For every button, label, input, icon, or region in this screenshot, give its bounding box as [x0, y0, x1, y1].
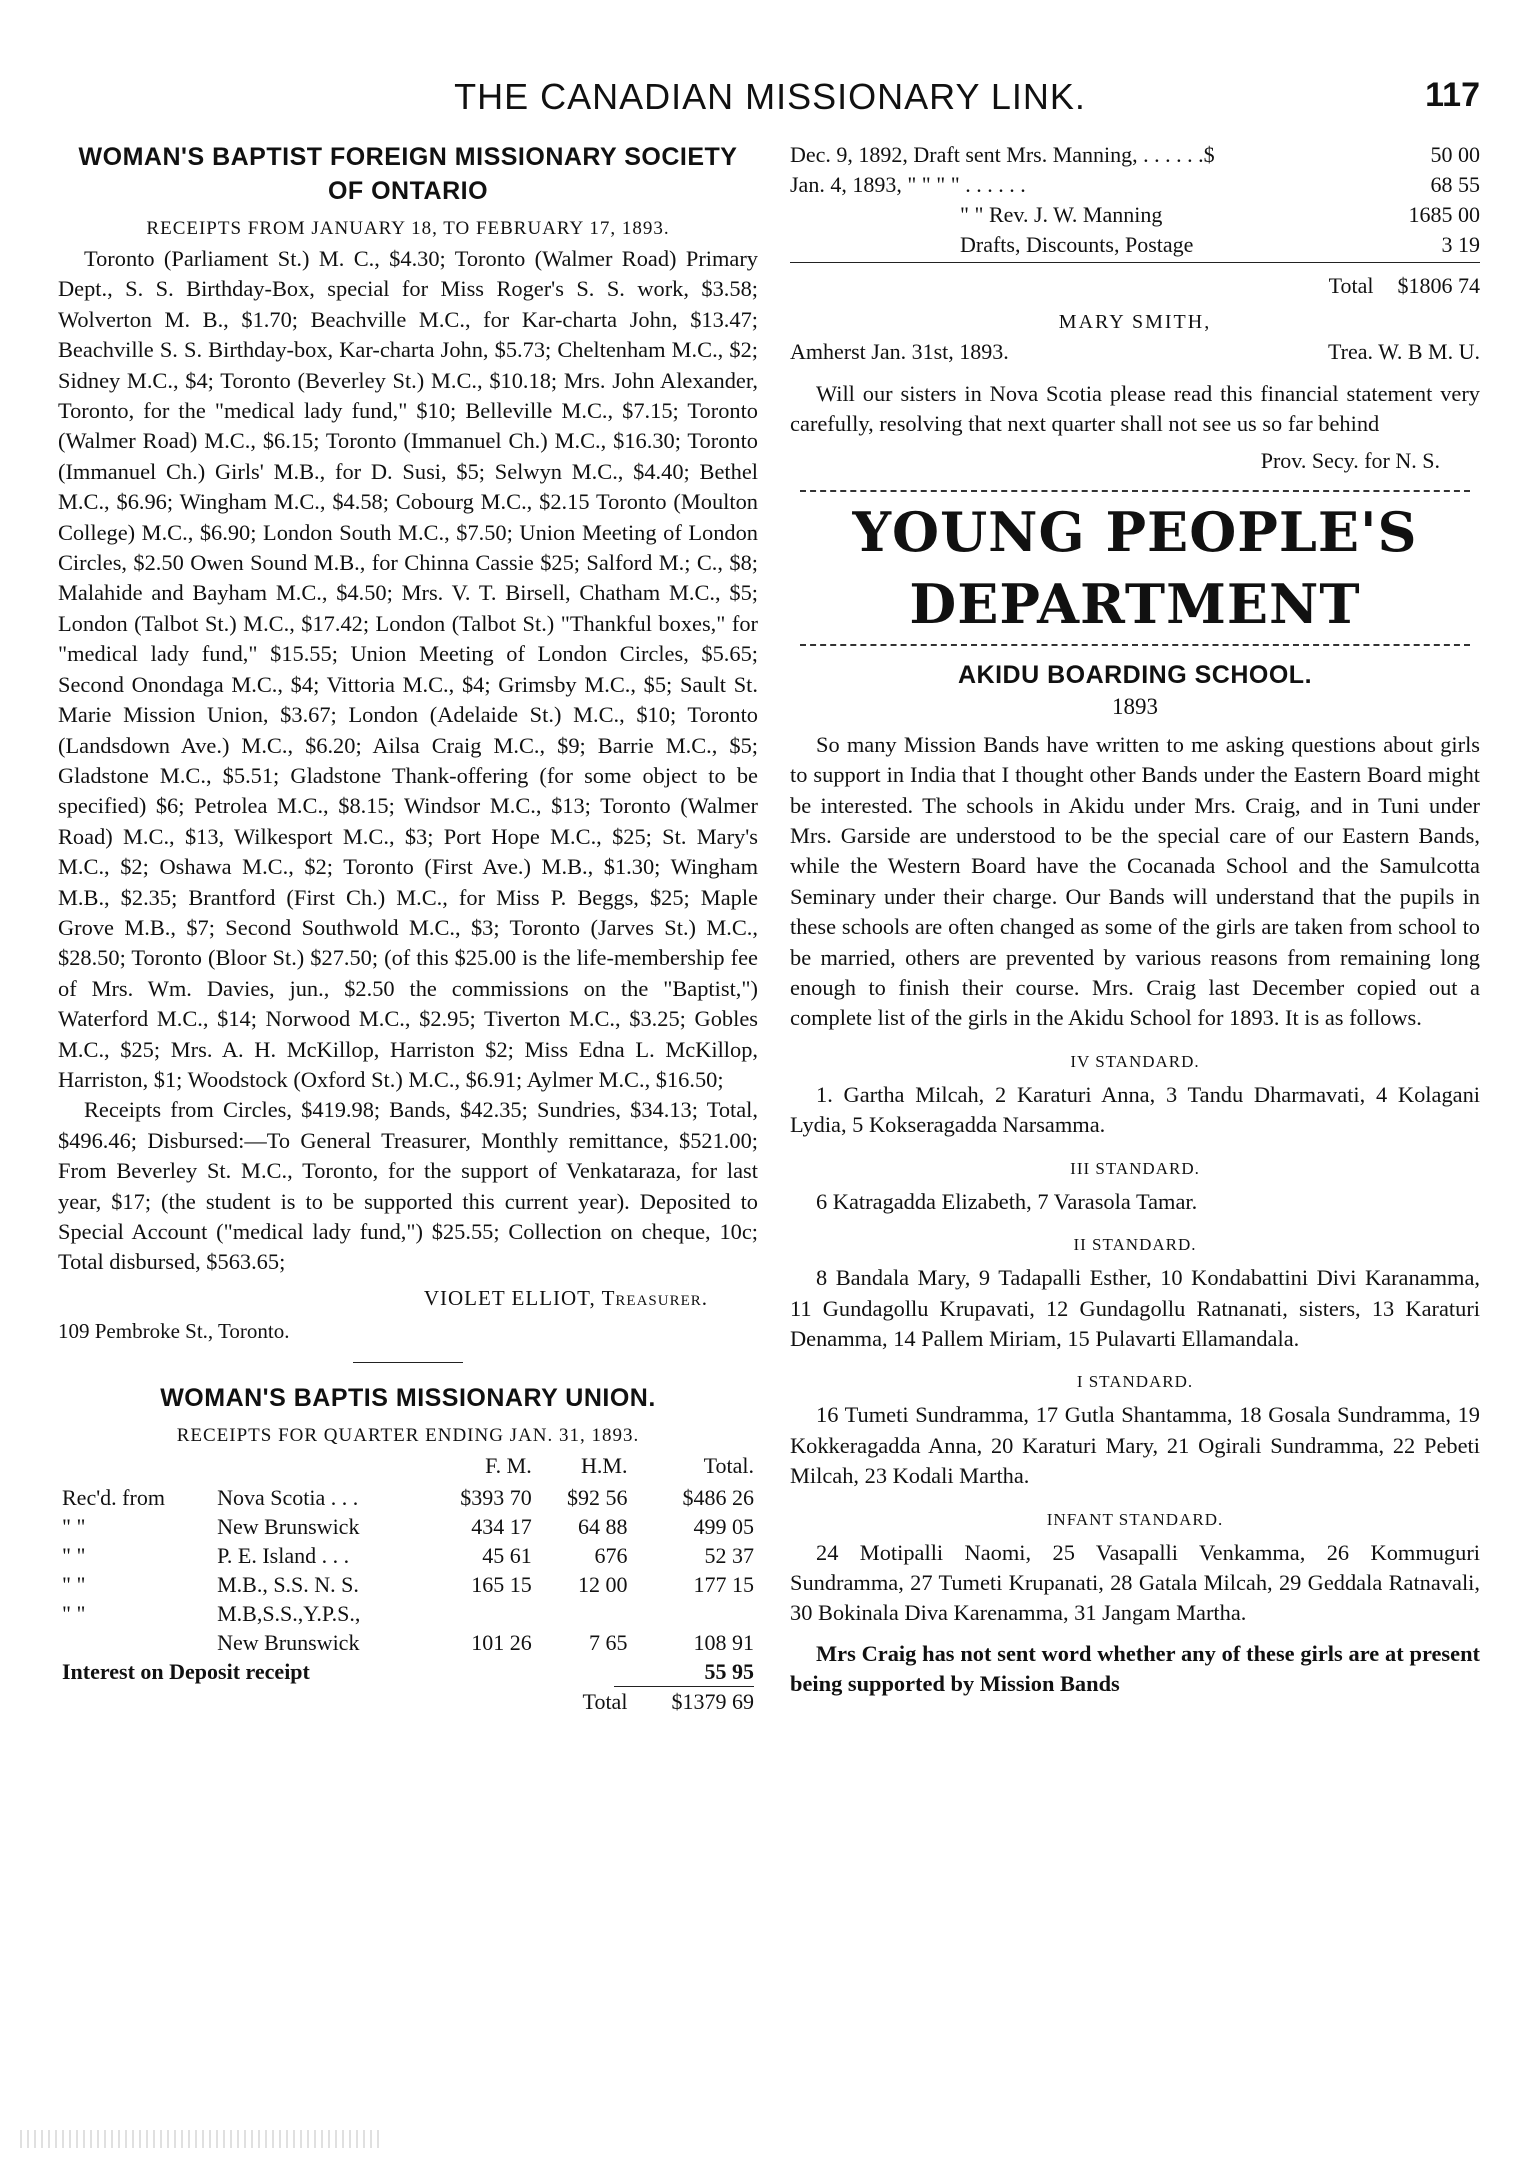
finance-total: Total $1806 74	[1328, 273, 1480, 298]
finance-line: Drafts, Discounts, Postage 3 19	[790, 230, 1480, 263]
standard-heading: I STANDARD.	[1076, 1372, 1194, 1392]
signer-name: MARY SMITH,	[1058, 311, 1212, 333]
page-number: 117	[1425, 76, 1480, 114]
article-year: 1893	[1112, 693, 1158, 719]
treasurer-address: 109 Pembroke St., Toronto.	[58, 1318, 290, 1343]
missionary-union-section	[58, 1381, 758, 1716]
note-signature: Prov. Secy. for N. S.	[1260, 447, 1440, 473]
summary-paragraph: Receipts from Circles, $419.98; Bands, $42.35; Sundries, $34.13; Total, $496.46; Disbursed:—To General Treasurer, Monthly remittance, $521.00; From Beverley St. M.C., Toronto, for the support of Venkataraza, for last year, $17; (the student is to be supported this current year). Deposited to Special Account ("medical lady fund,") $25.55; Collection on cheque, 10c; Total disbursed, $563.65;	[58, 1097, 758, 1275]
article-intro: So many Mission Bands have written to me asking questions about girls to support in India that I thought other Bands under the Eastern Board might be interested. The schools in Akidu under Mrs. Craig, and in Tuni under Mrs. Garside are understood to be the special care of our Eastern Bands, while the Western Board have the Cocanada School and the Samulcotta Seminary under their charge. Our Bands will understand that the pupils in these schools are often changed as some of the girls are taken from school to be married, others are prevented by various reasons from remaining long enough to finish their course. Mrs. Craig last December copied out a complete list of the girls in the Akidu School for 1893. It is as follows.	[790, 731, 1480, 1031]
banner-rule-top	[800, 490, 1470, 492]
page-header	[60, 72, 1480, 122]
print-speckle	[20, 2130, 380, 2148]
interest-row: Interest on Deposit receipt 55 95	[62, 1658, 754, 1684]
signer-line: Amherst Jan. 31st, 1893. Trea. W. B M. U.	[790, 339, 1480, 364]
treasurer-signature: VIOLET ELLIOT, Treasurer.	[423, 1285, 708, 1310]
table-row: Rec'd. from Nova Scotia . . . $393 70 $92 56 $486 26	[62, 1484, 754, 1510]
left-column	[58, 140, 758, 1716]
total-row: Total $1379 69	[582, 1688, 754, 1714]
student-list: 24 Motipalli Naomi, 25 Vasapalli Venkamma, 26 Kommuguri Sundramma, 27 Tumeti Krupanati, 28 Gatala Milcah, 29 Geddala Ratnavali, 30 Bokinala Diva Karenamma, 31 Jangam Martha.	[790, 1539, 1480, 1626]
column-header-total: Total.	[703, 1452, 754, 1478]
section-title: WOMAN'S BAPTIS MISSIONARY UNION.	[160, 1383, 656, 1412]
student-list: 1. Gartha Milcah, 2 Karaturi Anna, 3 Tandu Dharmavati, 4 Kolagani Lydia, 5 Kokseragadda Narsamma.	[790, 1081, 1480, 1138]
right-column	[790, 140, 1480, 1700]
column-header-fm: F. M.	[485, 1452, 532, 1478]
table-row: " " P. E. Island . . . 45 61 676 52 37	[62, 1542, 754, 1568]
department-title: YOUNG PEOPLE'S DEPARTMENT	[852, 499, 1418, 636]
publication-title: THE CANADIAN MISSIONARY LINK.	[454, 76, 1086, 117]
receipts-paragraph: Toronto (Parliament St.) M. C., $4.30; Toronto (Walmer Road) Primary Dept., S. S. Birthday-Box, special for Miss Roger's S. S. work, $3.58; Wolverton M. B., $1.70; Beachville M.C., for Kar-charta John, $13.47; Beachville S. S. Birthday-box, Kar-charta John, $5.73; Cheltenham M.C., $2; Sidney M.C., $4; Toronto (Beverley St.) M.C., $10.18; Mrs. John Alexander, Toronto, for the "medical lady fund," $10; Belleville M.C., $7.15; Toronto (Walmer Road) M.C., $6.15; Toronto (Immanuel Ch.) M.C., $16.30; Toronto (Immanuel Ch.) Girls' M.B., for D. Susi, $5; Selwyn M.C., $4.40; Bethel M.C., $6.96; Wingham M.C., $4.58; Cobourg M.C., $2.15 Toronto (Moulton College) M.C., $6.90; London South M.C., $7.50; Union Meeting of London Circles, $2.50 Owen Sound M.B., for Chinna Cassie $25; Salford M.; C., $8; Malahide and Bayham M.C., $4.50; Mrs. V. T. Birsell, Chatham M.C., $5; London (Talbot St.) M.C., $17.42; London (Talbot St.) "Thankful boxes," for "medical lady fund," $15.55; Union Meeting of London Circles, $5.65; Second Onondaga M.C., $4; Vittoria M.C., $4; Grimsby M.C., $5; Sault St. Marie Mission Union, $3.67; London (Adelaide St.) M.C., $10; Toronto (Landsdown Ave.) M.C., $6.20; Ailsa Craig M.C., $9; Barrie M.C., $5; Gladstone M.C., $5.51; Gladstone Thank-offering (for some object to be specified) $6; Petrolea M.C., $8.15; Windsor M.C., $13; Toronto (Walmer Road) M.C., $13, Wilkesport M.C., $3; Port Hope M.C., $25; St. Mary's M.C., $2; Oshawa M.C., $2; Toronto (First Ave.) M.B., $1.30; Wingham M.B., $2.35; Brantford (First Ch.) M.C., for Miss P. Beggs, $25; Maple Grove M.B., $7; Second Southwold M.C., $3; Toronto (Jarves St.) M.C., $28.50; Toronto (Bloor St.) $27.50; (of this $25.00 is the life-membership fee of Mrs. Wm. Davies, jun., $2.50 the commissions on the "Baptist,") Waterford M.C., $14; Norwood M.C., $2.95; Tiverton M.C., $3.25; Gobles M.C., $25; Mrs. A. H. McKillop, Harriston $2; Miss Edna L. McKillop, Harriston, $1; Woodstock (Oxford St.) M.C., $6.91; Aylmer M.C., $16.50;	[58, 246, 758, 1092]
table-row: " " New Brunswick 434 17 64 88 499 05	[62, 1513, 754, 1539]
finance-line: Jan. 4, 1893, " " " " . . . . . . 68 55	[790, 172, 1480, 197]
closing-paragraph: Mrs Craig has not sent word whether any of these girls are at present being supported by Mission Bands	[790, 1640, 1480, 1697]
banner-rule-bottom	[800, 644, 1470, 646]
student-list: 8 Bandala Mary, 9 Tadapalli Esther, 10 Kondabattini Divi Karanamma, 11 Gundagollu Krupavati, 12 Gundagollu Ratnanati, sisters, 13 Karaturi Denamma, 14 Pallem Miriam, 15 Pulavarti Ellamandala.	[790, 1265, 1480, 1351]
article-title: AKIDU BOARDING SCHOOL.	[957, 660, 1313, 689]
section-subtitle: RECEIPTS FOR QUARTER ENDING JAN. 31, 1893.	[176, 1424, 640, 1446]
receipts-table	[58, 1451, 758, 1716]
table-row: " " M.B,S.S.,Y.P.S.,	[62, 1600, 361, 1626]
department-banner	[790, 490, 1480, 646]
standard-heading: II STANDARD.	[1073, 1235, 1197, 1255]
table-row: " " M.B., S.S. N. S. 165 15 12 00 177 15	[62, 1571, 754, 1597]
finance-statement	[790, 140, 1480, 476]
column-header-hm: H.M.	[581, 1452, 628, 1478]
student-list: 16 Tumeti Sundramma, 17 Gutla Shantamma, 18 Gosala Sundramma, 19 Kokkeragadda Anna, 20 Karaturi Mary, 21 Ogirali Sundramma, 22 Pebeti Milcah, 23 Kodali Martha.	[790, 1402, 1480, 1489]
section-divider	[353, 1362, 463, 1363]
akidu-school-article	[790, 658, 1480, 1700]
finance-line: " " Rev. J. W. Manning 1685 00	[960, 202, 1480, 227]
standard-heading: III STANDARD.	[1070, 1158, 1200, 1178]
financial-note: Will our sisters in Nova Scotia please read this financial statement very carefully, resolving that next quarter shall not see us so far behind	[790, 381, 1480, 437]
standard-heading: INFANT STANDARD.	[1046, 1509, 1224, 1529]
standard-heading: IV STANDARD.	[1070, 1051, 1200, 1071]
student-list: 6 Katragadda Elizabeth, 7 Varasola Tamar.	[816, 1188, 1198, 1214]
finance-line: Dec. 9, 1892, Draft sent Mrs. Manning, . . . . . .$ 50 00	[790, 142, 1480, 167]
society-ontario-section	[58, 140, 758, 1344]
section-subtitle: RECEIPTS FROM JANUARY 18, TO FEBRUARY 17, 1893.	[146, 218, 670, 239]
table-row: New Brunswick 101 26 7 65 108 91	[217, 1629, 754, 1655]
section-title: WOMAN'S BAPTIST FOREIGN MISSIONARY SOCIETY OF ONTARIO	[78, 143, 738, 205]
